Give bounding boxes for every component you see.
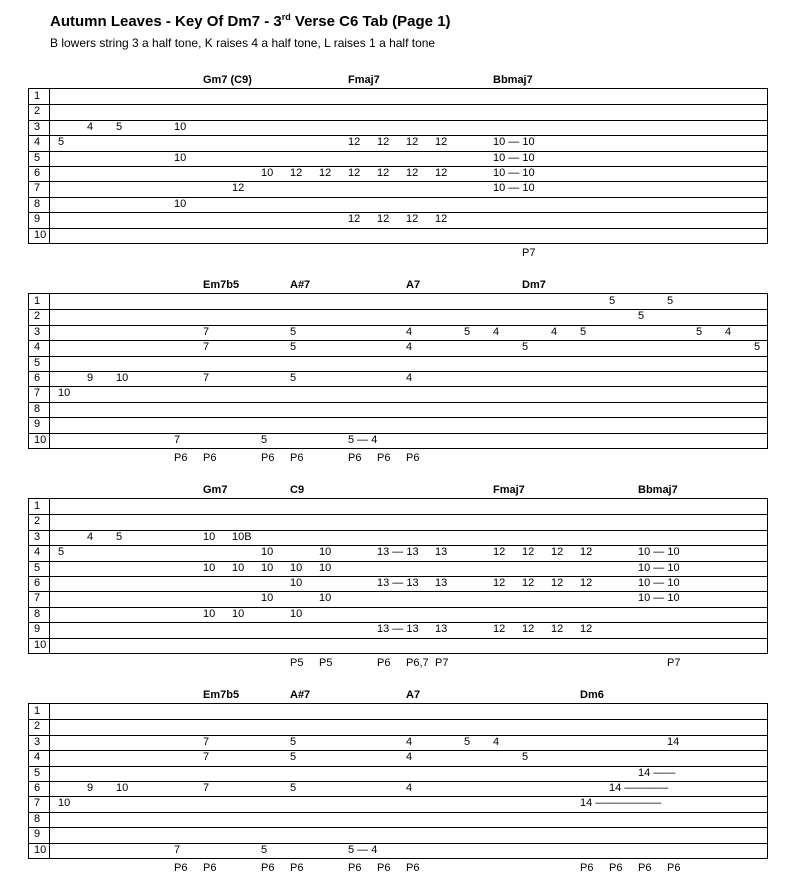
chord-label: Bbmaj7 [493, 74, 533, 86]
string-line [29, 135, 767, 136]
fret-number: 4 [493, 325, 500, 338]
position-marker: P6 [377, 657, 391, 669]
fret-number: 10 [174, 151, 187, 164]
fret-number: 12 [319, 167, 332, 179]
position-marker: P6 [290, 452, 304, 464]
string-number: 6 [34, 167, 41, 179]
string-number: 7 [34, 797, 41, 810]
string-number: 6 [34, 372, 41, 384]
string-number: 7 [34, 592, 41, 605]
chord-label: Bbmaj7 [638, 484, 678, 496]
fret-number: 12 [406, 213, 419, 226]
fret-number: 10 [261, 546, 274, 559]
fret-number: 12 [348, 167, 361, 179]
page-subtitle: B lowers string 3 a half tone, K raises 4 a half tone, L raises 1 a half tone [50, 36, 436, 50]
fret-number: 12 [290, 167, 303, 179]
fret-number: 14 —— [638, 766, 676, 779]
string-number: 3 [34, 735, 41, 748]
fret-number: 5 — 4 [348, 843, 378, 856]
fret-number: 10 [290, 607, 303, 620]
fret-number: 7 [203, 782, 210, 794]
string-number: 3 [34, 530, 41, 543]
fret-number: 10 [261, 167, 274, 179]
position-marker: P6 [406, 862, 420, 874]
string-number: 9 [34, 213, 41, 226]
fret-number: 4 [87, 120, 94, 133]
position-marker: P6 [174, 862, 188, 874]
fret-number: 5 [58, 546, 65, 559]
fret-number: 14 ———— [609, 782, 669, 794]
string-number: 2 [34, 720, 41, 733]
fret-number: 12 [348, 136, 361, 149]
fret-number: 5 [290, 751, 297, 764]
fret-number: 5 [754, 341, 761, 354]
fret-number: 12 [435, 136, 448, 149]
position-marker: P6 [377, 862, 391, 874]
chord-label: Fmaj7 [348, 74, 380, 86]
string-number: 10 [34, 228, 47, 241]
fret-number: 10 [58, 797, 71, 810]
fret-number: 5 [609, 295, 616, 307]
fret-number: 13 — 13 [377, 546, 419, 559]
fret-number: 5 [696, 325, 703, 338]
chord-label: Em7b5 [203, 279, 240, 291]
fret-number: 4 [551, 325, 558, 338]
string-line [29, 607, 767, 608]
fret-number: 5 [580, 325, 587, 338]
chord-label: A7 [406, 279, 421, 291]
position-marker: P6 [290, 862, 304, 874]
fret-number: 4 [406, 751, 413, 764]
fret-number: 14 [667, 735, 680, 748]
fret-number: 4 [406, 341, 413, 354]
string-line [29, 735, 767, 736]
chord-label: Gm7 [203, 484, 228, 496]
fret-number: 13 [435, 577, 448, 589]
fret-number: 5 [522, 341, 529, 354]
string-line [29, 827, 767, 828]
fret-number: 12 [493, 546, 506, 559]
fret-number: 10 [319, 561, 332, 574]
tab-staff [28, 88, 768, 244]
position-marker: P6 [203, 862, 217, 874]
fret-number: 10 — 10 [638, 592, 680, 605]
string-number: 5 [34, 561, 41, 574]
string-number: 4 [34, 751, 41, 764]
string-line [29, 371, 767, 372]
fret-number: 5 [667, 295, 674, 307]
string-line [29, 638, 767, 639]
fret-number: 10 — 10 [493, 167, 535, 179]
position-marker: P6 [348, 452, 362, 464]
string-line [29, 530, 767, 531]
fret-number: 4 [406, 372, 413, 384]
string-line [29, 386, 767, 387]
fret-number: 5 [638, 310, 645, 323]
fret-number: 12 [522, 577, 535, 589]
chord-label: Dm6 [580, 689, 604, 701]
position-marker: P6 [261, 452, 275, 464]
fret-number: 10 [203, 561, 216, 574]
string-number: 5 [34, 151, 41, 164]
chord-label: Dm7 [522, 279, 546, 291]
fret-number: 12 [493, 623, 506, 636]
fret-number: 12 [580, 577, 593, 589]
fret-number: 10 [116, 782, 129, 794]
fret-number: 12 [348, 213, 361, 226]
fret-number: 7 [203, 341, 210, 354]
string-number: 8 [34, 402, 41, 415]
fret-number: 5 [290, 325, 297, 338]
position-marker: P6 [580, 862, 594, 874]
fret-number: 12 [580, 623, 593, 636]
fret-number: 12 [377, 136, 390, 149]
fret-number: 10 [319, 546, 332, 559]
string-line [29, 433, 767, 434]
string-number: 2 [34, 515, 41, 528]
fret-number: 10 [290, 561, 303, 574]
string-number: 8 [34, 197, 41, 210]
position-marker: P6,7 [406, 657, 429, 669]
string-line [29, 514, 767, 515]
string-line [29, 750, 767, 751]
fret-number: 4 [493, 735, 500, 748]
fret-number: 12 [435, 213, 448, 226]
fret-number: 12 [580, 546, 593, 559]
string-number: 5 [34, 356, 41, 369]
position-marker: P5 [290, 657, 304, 669]
fret-number: 10 [232, 607, 245, 620]
string-number: 10 [34, 638, 47, 651]
position-marker: P6 [174, 452, 188, 464]
string-line [29, 417, 767, 418]
fret-number: 14 —————— [580, 797, 662, 810]
fret-number: 5 [464, 325, 471, 338]
fret-number: 5 [290, 735, 297, 748]
string-line [29, 719, 767, 720]
string-line [29, 181, 767, 182]
string-number: 1 [34, 90, 41, 102]
fret-number: 10 [203, 530, 216, 543]
fret-number: 13 [435, 623, 448, 636]
fret-number: 7 [174, 433, 181, 446]
string-number: 3 [34, 120, 41, 133]
fret-number: 12 [522, 546, 535, 559]
chord-label: A#7 [290, 689, 311, 701]
fret-number: 9 [87, 782, 94, 794]
string-number: 10 [34, 433, 47, 446]
string-number: 1 [34, 295, 41, 307]
fret-number: 13 — 13 [377, 577, 419, 589]
chord-label: A7 [406, 689, 421, 701]
title-text: Autumn Leaves - Key Of Dm7 - 3 [50, 13, 282, 30]
string-number: 9 [34, 828, 41, 841]
string-line [29, 166, 767, 167]
fret-number: 7 [203, 325, 210, 338]
string-number: 10 [34, 843, 47, 856]
string-line [29, 325, 767, 326]
position-marker: P6 [203, 452, 217, 464]
string-number: 4 [34, 546, 41, 559]
fret-number: 12 [232, 182, 245, 195]
fret-number: 10 — 10 [638, 577, 680, 589]
string-line [29, 309, 767, 310]
string-number: 7 [34, 387, 41, 400]
title-superscript: rd [281, 12, 291, 22]
fret-number: 12 [435, 167, 448, 179]
fret-number: 5 [290, 782, 297, 794]
string-number: 2 [34, 310, 41, 323]
string-number: 1 [34, 500, 41, 512]
fret-number: 5 [464, 735, 471, 748]
fret-number: 10 [58, 387, 71, 400]
fret-number: 5 [116, 120, 123, 133]
fret-number: 10 [261, 561, 274, 574]
fret-number: 5 [58, 136, 65, 149]
fret-number: 7 [203, 751, 210, 764]
title-text-end: Verse C6 Tab (Page 1) [290, 13, 451, 30]
fret-number: 13 — 13 [377, 623, 419, 636]
fret-number: 9 [87, 372, 94, 384]
fret-number: 4 [406, 735, 413, 748]
position-marker: P5 [319, 657, 333, 669]
position-marker: P6 [406, 452, 420, 464]
fret-number: 4 [87, 530, 94, 543]
string-number: 7 [34, 182, 41, 195]
chord-label: Fmaj7 [493, 484, 525, 496]
string-line [29, 340, 767, 341]
fret-number: 5 — 4 [348, 433, 378, 446]
tab-staff [28, 293, 768, 449]
string-number: 8 [34, 812, 41, 825]
fret-number: 12 [406, 167, 419, 179]
fret-number: 12 [522, 623, 535, 636]
fret-number: 12 [406, 136, 419, 149]
string-line [29, 212, 767, 213]
string-number: 5 [34, 766, 41, 779]
fret-number: 7 [203, 735, 210, 748]
fret-number: 10 [319, 592, 332, 605]
position-marker: P7 [667, 657, 681, 669]
fret-number: 10 — 10 [493, 151, 535, 164]
string-line [29, 843, 767, 844]
position-marker: P7 [435, 657, 449, 669]
fret-number: 10 — 10 [493, 182, 535, 195]
fret-number: 12 [377, 213, 390, 226]
fret-number: 12 [493, 577, 506, 589]
position-marker: P6 [348, 862, 362, 874]
string-number: 3 [34, 325, 41, 338]
string-number: 6 [34, 577, 41, 589]
position-marker: P6 [377, 452, 391, 464]
chord-label: Gm7 (C9) [203, 74, 252, 86]
fret-number: 10 [290, 577, 303, 589]
fret-number: 10B [232, 530, 252, 543]
string-line [29, 120, 767, 121]
string-number: 8 [34, 607, 41, 620]
chord-label: C9 [290, 484, 305, 496]
string-number: 4 [34, 136, 41, 149]
fret-number: 5 [522, 751, 529, 764]
fret-number: 10 [174, 197, 187, 210]
fret-number: 10 — 10 [638, 561, 680, 574]
fret-number: 4 [725, 325, 732, 338]
string-line [29, 812, 767, 813]
string-number-divider [49, 89, 50, 243]
string-number: 6 [34, 782, 41, 794]
fret-number: 12 [551, 623, 564, 636]
string-line [29, 356, 767, 357]
fret-number: 10 [116, 372, 129, 384]
string-line [29, 104, 767, 105]
chord-label: A#7 [290, 279, 311, 291]
position-marker: P6 [667, 862, 681, 874]
fret-number: 5 [116, 530, 123, 543]
fret-number: 7 [203, 372, 210, 384]
string-line [29, 402, 767, 403]
fret-number: 5 [261, 843, 268, 856]
fret-number: 12 [551, 577, 564, 589]
string-line [29, 151, 767, 152]
string-number: 1 [34, 705, 41, 717]
position-marker: P6 [638, 862, 652, 874]
fret-number: 12 [377, 167, 390, 179]
fret-number: 5 [290, 341, 297, 354]
fret-number: 10 [261, 592, 274, 605]
position-marker: P6 [261, 862, 275, 874]
string-number-divider [49, 499, 50, 653]
fret-number: 4 [406, 325, 413, 338]
fret-number: 10 — 10 [493, 136, 535, 149]
fret-number: 10 — 10 [638, 546, 680, 559]
fret-number: 7 [174, 843, 181, 856]
position-marker: P7 [522, 247, 536, 259]
fret-number: 10 [232, 561, 245, 574]
fret-number: 5 [290, 372, 297, 384]
position-marker: P6 [609, 862, 623, 874]
string-line [29, 197, 767, 198]
fret-number: 12 [551, 546, 564, 559]
fret-number: 5 [261, 433, 268, 446]
string-number: 9 [34, 418, 41, 431]
string-number: 9 [34, 623, 41, 636]
fret-number: 10 [174, 120, 187, 133]
fret-number: 10 [203, 607, 216, 620]
string-number: 2 [34, 105, 41, 118]
chord-label: Em7b5 [203, 689, 240, 701]
string-line [29, 228, 767, 229]
string-number-divider [49, 294, 50, 448]
fret-number: 4 [406, 782, 413, 794]
fret-number: 13 [435, 546, 448, 559]
string-number: 4 [34, 341, 41, 354]
string-number-divider [49, 704, 50, 858]
